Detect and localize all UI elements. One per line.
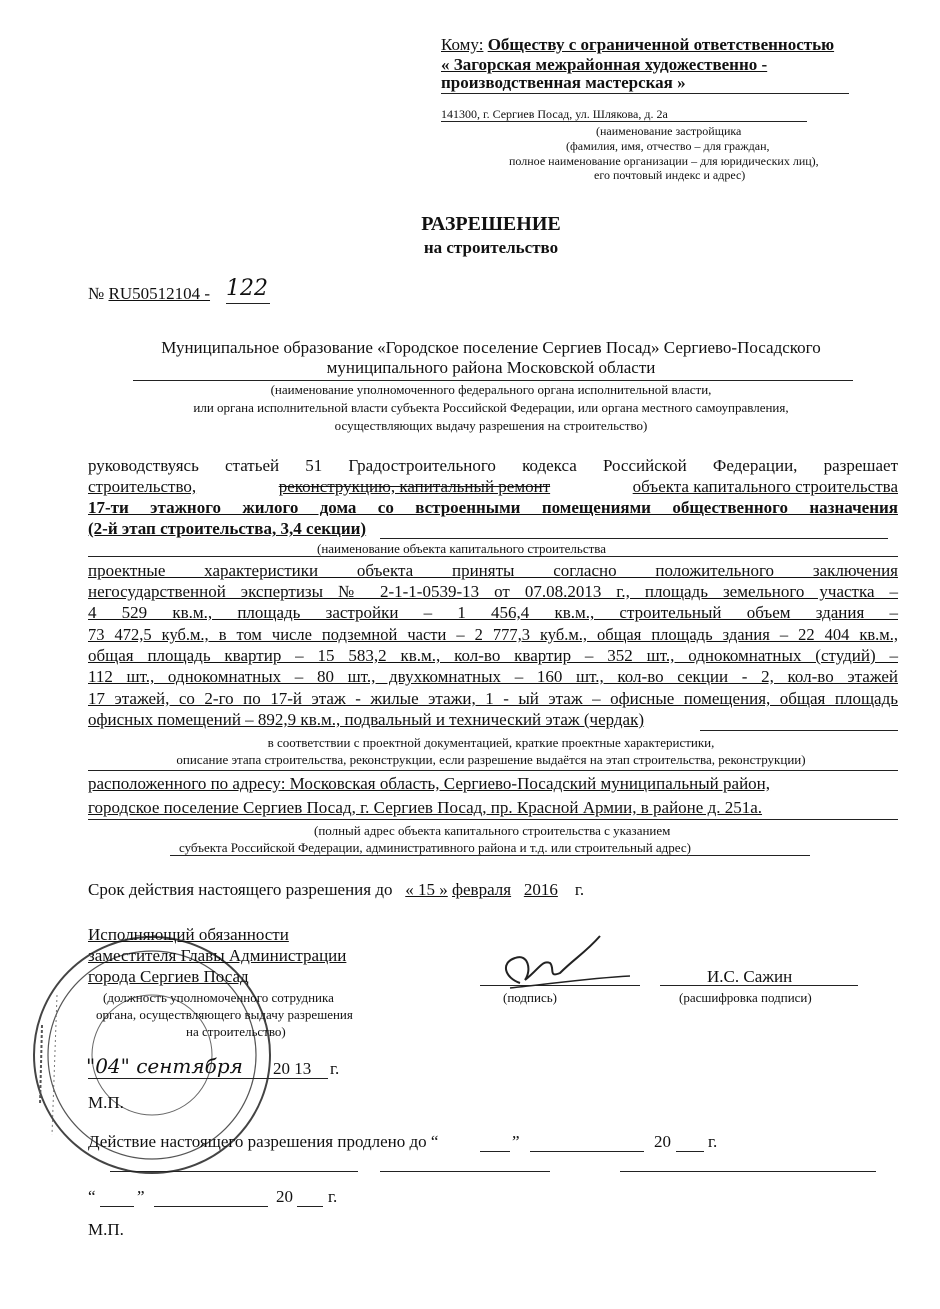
authority-line2: муниципального района Московской области bbox=[326, 358, 656, 377]
addressee-caption-1: (наименование застройщика bbox=[596, 124, 742, 138]
permit-line-1: руководствуясь статьей 51 Градостроительного кодекса Российской Федерации, разрешает bbox=[88, 456, 898, 475]
characteristics-line-4: 73 472,5 куб.м., в том числе подземной части – 2 777,3 куб.м., общая площадь здания – 22 404 кв.м., bbox=[88, 625, 898, 644]
stamp-place-label: М.П. bbox=[88, 1093, 124, 1112]
sign-date-handwritten: "04" сентября bbox=[86, 1054, 243, 1078]
authority-line1: Муниципальное образование «Городское поселение Сергиев Посад» Сергиево-Посадского bbox=[161, 338, 821, 357]
location-caption-2: субъекта Российской Федерации, административного района и т.д. или строительный адрес) bbox=[179, 840, 691, 855]
signer-position-1: Исполняющий обязанности bbox=[88, 925, 289, 944]
authority-caption-3: осуществляющих выдачу разрешения на строительство) bbox=[334, 418, 648, 433]
permit-caption: (наименование объекта капитального строительства bbox=[317, 541, 607, 556]
signer-name-caption: (расшифровка подписи) bbox=[679, 990, 812, 1005]
characteristics-line-7: 17 этажей, со 2-го по 17-й этаж - жилые этажи, 1 - ый этаж – офисные помещения, общая площадь bbox=[88, 689, 898, 708]
permit-number-handwritten: 122 bbox=[226, 276, 268, 301]
permit-object-name: 17-ти этажного жилого дома со встроенными помещениями общественного назначения bbox=[88, 498, 898, 517]
characteristics-line-5: общая площадь квартир – 15 583,2 кв.м., кол-во квартир – 352 шт., однокомнатных (студий) – bbox=[88, 646, 898, 665]
sign-date-suffix: г. bbox=[330, 1059, 340, 1078]
characteristics-line-6: 112 шт., однокомнатных – 80 шт., двухкомнатных – 160 шт., кол-во секции - 2, кол-во этажей bbox=[88, 667, 898, 686]
permit-stage: (2-й этап строительства, 3,4 секции) bbox=[88, 519, 367, 538]
characteristics-caption-2: описание этапа строительства, реконструкции, если разрешение выдаётся на этап строительства, реконструкции) bbox=[176, 752, 806, 767]
sign-date-year: 20 13 bbox=[273, 1059, 312, 1078]
signer-name: И.С. Сажин bbox=[707, 967, 793, 986]
characteristics-line-1: проектные характеристики объекта приняты согласно положительного заключения bbox=[88, 561, 898, 580]
permit-number: № RU50512104 - bbox=[88, 284, 211, 303]
signer-position-caption-3: на строительство) bbox=[186, 1024, 286, 1039]
signer-position-caption-2: органа, осуществляющего выдачу разрешения bbox=[96, 1007, 353, 1022]
addressee-line2: « Загорская межрайонная художественно - bbox=[441, 55, 768, 74]
addressee-line3: производственная мастерская » bbox=[441, 73, 686, 92]
location-caption-1: (полный адрес объекта капитального строительства с указанием bbox=[314, 823, 671, 838]
extension-date-close: ” bbox=[137, 1187, 145, 1206]
extension-year-prefix: 20 bbox=[654, 1132, 671, 1151]
permit-line-2: строительство, реконструкцию, капитальный ремонт объекта капитального строительства bbox=[88, 477, 898, 496]
characteristics-line-2: негосударственной экспертизы № 2-1-1-0539-13 от 07.08.2013 г., площадь земельного участка – bbox=[88, 582, 898, 601]
location-line-2: городское поселение Сергиев Посад, г. Сергиев Посад, пр. Красной Армии, в районе д. 251а. bbox=[88, 798, 763, 817]
extension-date-year: 20 bbox=[276, 1187, 293, 1206]
signature-caption: (подпись) bbox=[503, 990, 557, 1005]
extension-quote-close: ” bbox=[512, 1132, 520, 1151]
characteristics-line-3: 4 529 кв.м., площадь застройки – 1 456,4 кв.м., строительный объем здания – bbox=[88, 603, 898, 622]
addressee-line1: Кому: Обществу с ограниченной ответственностью bbox=[441, 35, 835, 54]
handwritten-signature bbox=[480, 928, 650, 998]
extension-date-suffix: г. bbox=[328, 1187, 338, 1206]
authority-caption-1: (наименование уполномоченного федерального органа исполнительной власти, bbox=[270, 382, 712, 397]
characteristics-line-8: офисных помещений – 892,9 кв.м., подвальный и технический этаж (чердак) bbox=[88, 710, 645, 729]
document-subtitle: на строительство bbox=[423, 238, 559, 257]
authority-caption-2: или органа исполнительной власти субъекта Российской Федерации, или органа местного самоуправления, bbox=[193, 400, 789, 415]
extension-text: Действие настоящего разрешения продлено до “ bbox=[88, 1132, 439, 1151]
signer-position-2: заместителя Главы Администрации bbox=[88, 946, 347, 965]
extension-stamp-place: М.П. bbox=[88, 1220, 124, 1239]
signer-position-caption-1: (должность уполномоченного сотрудника bbox=[103, 990, 334, 1005]
extension-year-suffix: г. bbox=[708, 1132, 718, 1151]
location-line-1: расположенного по адресу: Московская область, Сергиево-Посадский муниципальный район, bbox=[88, 774, 771, 793]
signer-position-3: города Сергиев Посад bbox=[88, 967, 249, 986]
addressee-address: 141300, г. Сергиев Посад, ул. Шлякова, д. 2а bbox=[441, 107, 668, 121]
addressee-caption-2: (фамилия, имя, отчество – для граждан, bbox=[566, 139, 770, 153]
addressee-caption-3: полное наименование организации – для юридических лиц), bbox=[509, 154, 819, 168]
extension-date-open: “ bbox=[88, 1187, 96, 1206]
characteristics-caption-1: в соответствии с проектной документацией, краткие проектные характеристики, bbox=[267, 735, 715, 750]
validity-line: Срок действия настоящего разрешения до « 15 » февраля 2016 г. bbox=[88, 880, 585, 899]
document-title: РАЗРЕШЕНИЕ bbox=[421, 213, 561, 235]
addressee-caption-4: его почтовый индекс и адрес) bbox=[594, 168, 746, 182]
